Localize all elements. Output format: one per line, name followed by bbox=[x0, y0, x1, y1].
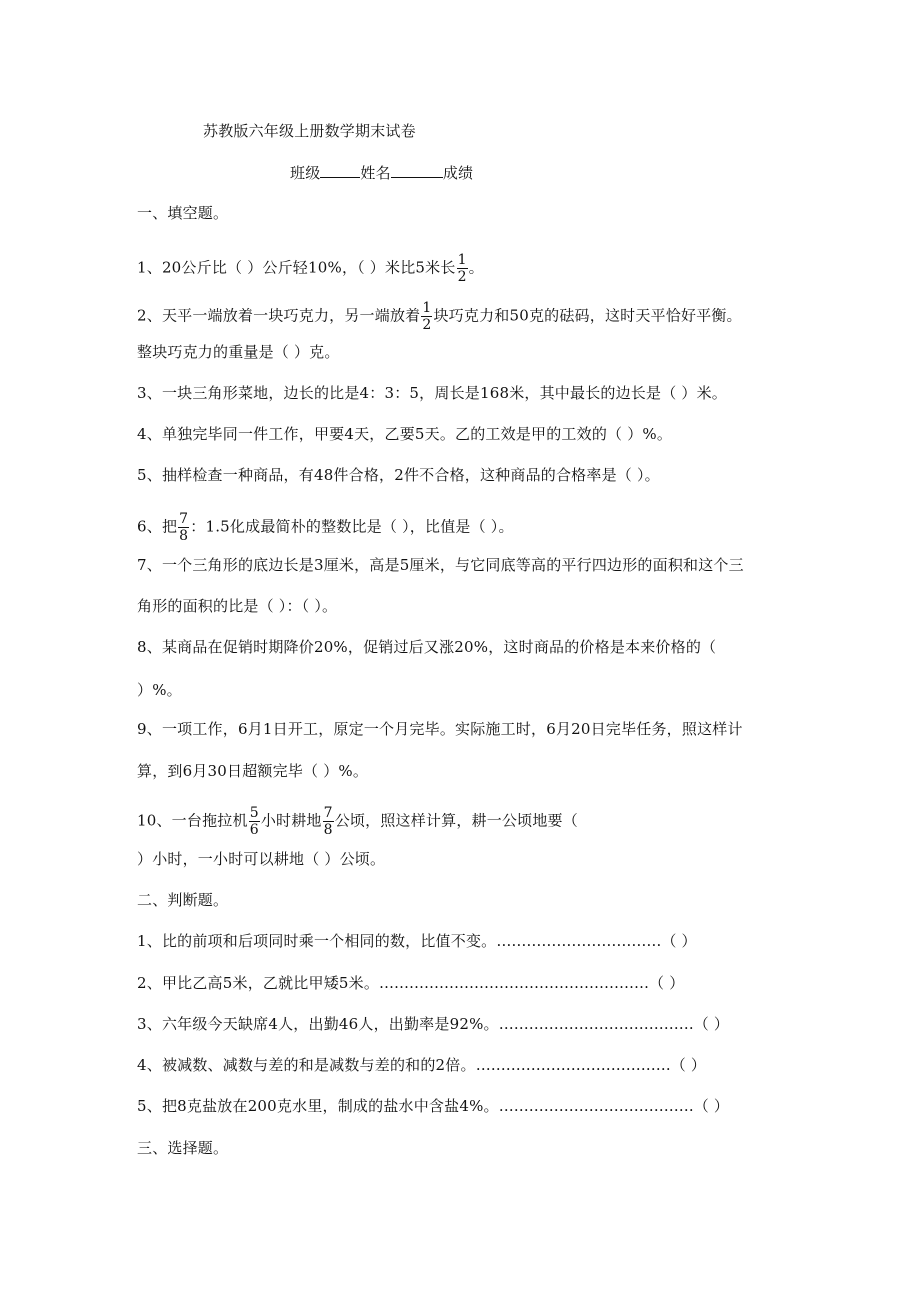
fraction: $\frac{7}{8}$ bbox=[323, 805, 333, 838]
question-text: 小时耕地 bbox=[260, 811, 322, 830]
dot-leader: ……………………………………………… bbox=[379, 974, 650, 992]
answer-paren[interactable]: （ ） bbox=[649, 974, 685, 992]
judgment-text: 2、甲比乙高5米，乙就比甲矮5米。 bbox=[137, 974, 380, 992]
answer-paren[interactable]: （ ） bbox=[693, 1097, 730, 1115]
question-10 bbox=[137, 805, 578, 838]
question-6 bbox=[137, 511, 514, 544]
question-10-continued: ）小时，一小时可以耕地（ ）公顷。 bbox=[137, 850, 386, 868]
question-text: 。 bbox=[468, 258, 484, 277]
question-text: 10、一台拖拉机 bbox=[137, 811, 248, 830]
judgment-item bbox=[137, 1055, 706, 1075]
question-4: 4、单独完毕同一件工作，甲要4天，乙要5天。乙的工效是甲的工效的（ ）%。 bbox=[137, 425, 673, 443]
question-2-continued: 整块巧克力的重量是（ ）克。 bbox=[137, 343, 340, 361]
fraction: $\frac{1}{2}$ bbox=[457, 252, 467, 285]
judgment-item bbox=[137, 1096, 729, 1116]
class-label: 班级 bbox=[290, 164, 321, 182]
question-9-continued: 算，到6月30日超额完毕（ ）%。 bbox=[137, 762, 369, 780]
question-7: 7、一个三角形的底边长是3厘米，高是5厘米，与它同底等高的平行四边形的面积和这个三 bbox=[137, 556, 744, 574]
judgment-item bbox=[137, 1014, 729, 1034]
judgment-item bbox=[137, 973, 684, 993]
question-text: 6、把 bbox=[137, 517, 178, 536]
fraction: $\frac{7}{8}$ bbox=[179, 511, 189, 544]
question-text: 公顷，照这样计算，耕一公顷地要（ bbox=[334, 811, 578, 830]
dot-leader: ………………………………… bbox=[498, 1097, 694, 1115]
dot-leader: ………………………………… bbox=[475, 1056, 671, 1074]
judgment-text: 5、把8克盐放在200克水里，制成的盐水中含盐4%。 bbox=[137, 1097, 499, 1115]
judgment-item bbox=[137, 931, 697, 951]
answer-paren[interactable]: （ ） bbox=[693, 1015, 730, 1033]
name-label: 姓名 bbox=[360, 164, 391, 182]
score-label: 成绩 bbox=[442, 164, 474, 182]
judgment-text: 3、六年级今天缺席4人，出勤46人，出勤率是92%。 bbox=[137, 1015, 499, 1033]
exam-title: 苏教版六年级上册数学期末试卷 bbox=[203, 122, 416, 140]
question-text: ：1.5化成最简朴的整数比是（ ），比值是（ ）。 bbox=[190, 517, 514, 536]
dot-leader: ………………………………… bbox=[498, 1015, 694, 1033]
answer-paren[interactable]: （ ） bbox=[670, 1056, 707, 1074]
class-blank[interactable] bbox=[320, 163, 360, 178]
question-7-continued: 角形的面积的比是（ ）：（ ）。 bbox=[137, 597, 338, 615]
fraction: $\frac{1}{2}$ bbox=[422, 300, 432, 333]
name-blank[interactable] bbox=[391, 163, 443, 178]
section1-heading: 一、填空题。 bbox=[137, 204, 229, 222]
section3-heading: 三、选择题。 bbox=[137, 1139, 229, 1157]
question-8-continued: ）%。 bbox=[137, 681, 182, 699]
fraction: $\frac{5}{6}$ bbox=[249, 805, 259, 838]
question-text: 块巧克力和50克的砝码，这时天平恰好平衡。 bbox=[433, 306, 742, 325]
judgment-text: 4、被减数、减数与差的和是减数与差的和的2倍。 bbox=[137, 1056, 476, 1074]
question-text: 1、20公斤比（ ）公斤轻10%，（ ）米比5米长 bbox=[137, 258, 456, 277]
question-1 bbox=[137, 252, 484, 285]
answer-paren[interactable]: （ ） bbox=[661, 932, 697, 950]
question-3: 3、一块三角形菜地，边长的比是4：3：5，周长是168米，其中最长的边长是（ ）米。 bbox=[137, 384, 727, 402]
section2-heading: 二、判断题。 bbox=[137, 891, 229, 909]
question-9: 9、一项工作，6月1日开工，原定一个月完毕。实际施工时，6月20日完毕任务，照这样计 bbox=[137, 720, 743, 738]
question-8: 8、某商品在促销时期降价20%，促销过后又涨20%，这时商品的价格是本来价格的（ bbox=[137, 638, 717, 656]
student-info-line bbox=[290, 163, 473, 183]
question-text: 2、天平一端放着一块巧克力，另一端放着 bbox=[137, 306, 421, 325]
question-5: 5、抽样检查一种商品，有48件合格，2件不合格，这种商品的合格率是（ ）。 bbox=[137, 466, 660, 484]
question-2 bbox=[137, 300, 742, 333]
judgment-text: 1、比的前项和后项同时乘一个相同的数，比值不变。 bbox=[137, 932, 497, 950]
dot-leader: …………………………… bbox=[496, 932, 662, 950]
